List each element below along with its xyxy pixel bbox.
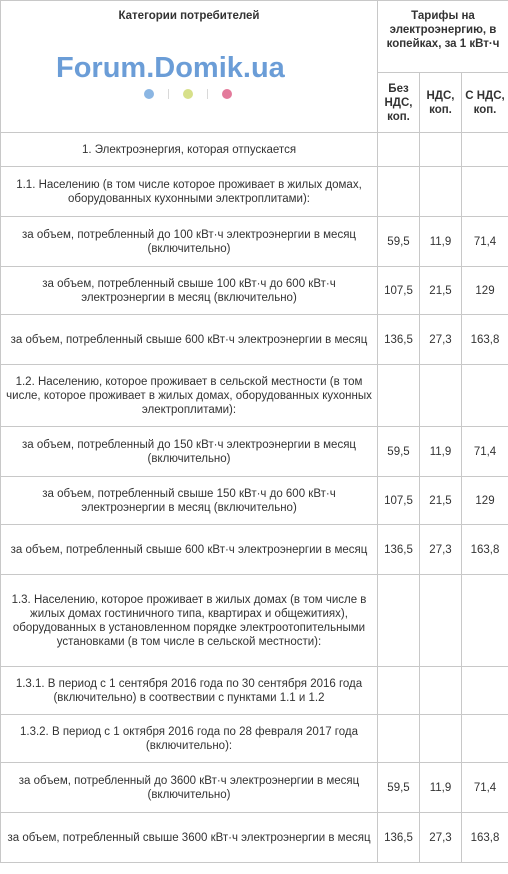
value-no-vat: 136,5 <box>378 315 420 365</box>
row-label: за объем, потребленный свыше 600 кВт·ч электроэнергии в месяц <box>1 525 378 575</box>
watermark-text: Forum.Domik.ua <box>56 52 285 84</box>
table-row <box>1 315 508 365</box>
table-row <box>1 365 508 427</box>
header-with-vat: С НДС, коп. <box>462 73 508 133</box>
value-no-vat: 59,5 <box>378 217 420 267</box>
header-tariffs: Тарифы на электроэнергию, в копейках, за 1 кВт·ч <box>378 1 508 73</box>
value-vat <box>420 715 462 763</box>
value-vat <box>420 133 462 167</box>
value-no-vat: 107,5 <box>378 267 420 315</box>
value-no-vat: 59,5 <box>378 763 420 813</box>
row-label: за объем, потребленный свыше 3600 кВт·ч электроэнергии в месяц <box>1 813 378 863</box>
value-vat: 21,5 <box>420 267 462 315</box>
value-no-vat <box>378 133 420 167</box>
row-label: за объем, потребленный до 3600 кВт·ч электроэнергии в месяц (включительно) <box>1 763 378 813</box>
value-with-vat: 71,4 <box>462 427 508 477</box>
table-body <box>1 133 508 863</box>
row-label: за объем, потребленный до 150 кВт·ч электроэнергии в месяц (включительно) <box>1 427 378 477</box>
row-label: за объем, потребленный до 100 кВт·ч электроэнергии в месяц (включительно) <box>1 217 378 267</box>
value-with-vat <box>462 365 508 427</box>
value-vat <box>420 575 462 667</box>
table-row <box>1 133 508 167</box>
table-row <box>1 763 508 813</box>
row-label: 1.1. Населению (в том числе которое проживает в жилых домах, оборудованных кухонными электроплитами): <box>1 167 378 217</box>
row-label: 1. Электроэнергия, которая отпускается <box>1 133 378 167</box>
table-row <box>1 575 508 667</box>
table-row <box>1 477 508 525</box>
value-with-vat: 71,4 <box>462 763 508 813</box>
value-vat: 27,3 <box>420 813 462 863</box>
row-label: за объем, потребленный свыше 600 кВт·ч электроэнергии в месяц <box>1 315 378 365</box>
value-no-vat: 107,5 <box>378 477 420 525</box>
value-vat: 27,3 <box>420 315 462 365</box>
value-vat <box>420 167 462 217</box>
row-label: за объем, потребленный свыше 150 кВт·ч до 600 кВт·ч электроэнергии в месяц (включительно) <box>1 477 378 525</box>
value-no-vat: 59,5 <box>378 427 420 477</box>
header-no-vat: Без НДС, коп. <box>378 73 420 133</box>
value-with-vat: 163,8 <box>462 525 508 575</box>
table-row <box>1 427 508 477</box>
value-with-vat: 71,4 <box>462 217 508 267</box>
value-with-vat <box>462 715 508 763</box>
header-vat: НДС, коп. <box>420 73 462 133</box>
table-row <box>1 715 508 763</box>
value-with-vat: 129 <box>462 267 508 315</box>
row-label: 1.2. Населению, которое проживает в сельской местности (в том числе, которое проживает в жилых домах, оборудованных кухонных электроплитами): <box>1 365 378 427</box>
value-with-vat <box>462 133 508 167</box>
value-vat <box>420 667 462 715</box>
row-label: за объем, потребленный свыше 100 кВт·ч до 600 кВт·ч электроэнергии в месяц (включительно) <box>1 267 378 315</box>
table-row <box>1 267 508 315</box>
value-no-vat <box>378 667 420 715</box>
value-no-vat <box>378 715 420 763</box>
table-row <box>1 813 508 863</box>
row-label: 1.3.1. В период с 1 сентября 2016 года по 30 сентября 2016 года (включительно) в соотвествии с пунктами 1.1 и 1.2 <box>1 667 378 715</box>
row-label: 1.3.2. В период с 1 октября 2016 года по 28 февраля 2017 года (включительно): <box>1 715 378 763</box>
table-row <box>1 217 508 267</box>
table-row <box>1 167 508 217</box>
table-row <box>1 525 508 575</box>
value-vat <box>420 365 462 427</box>
value-vat: 21,5 <box>420 477 462 525</box>
value-with-vat <box>462 167 508 217</box>
value-no-vat: 136,5 <box>378 525 420 575</box>
value-with-vat: 163,8 <box>462 813 508 863</box>
value-no-vat: 136,5 <box>378 813 420 863</box>
value-with-vat: 163,8 <box>462 315 508 365</box>
header-consumers: Категории потребителей <box>1 1 378 133</box>
table-row <box>1 667 508 715</box>
row-label: 1.3. Населению, которое проживает в жилых домах (в том числе в жилых домах гостиничного типа, квартирах и общежитиях), оборудованных в установленном порядке электроотопительными установками (в том числе в сельской местности): <box>1 575 378 667</box>
value-with-vat: 129 <box>462 477 508 525</box>
value-no-vat <box>378 575 420 667</box>
value-with-vat <box>462 667 508 715</box>
value-vat: 11,9 <box>420 427 462 477</box>
value-vat: 11,9 <box>420 763 462 813</box>
value-no-vat <box>378 365 420 427</box>
value-vat: 27,3 <box>420 525 462 575</box>
value-vat: 11,9 <box>420 217 462 267</box>
value-with-vat <box>462 575 508 667</box>
value-no-vat <box>378 167 420 217</box>
